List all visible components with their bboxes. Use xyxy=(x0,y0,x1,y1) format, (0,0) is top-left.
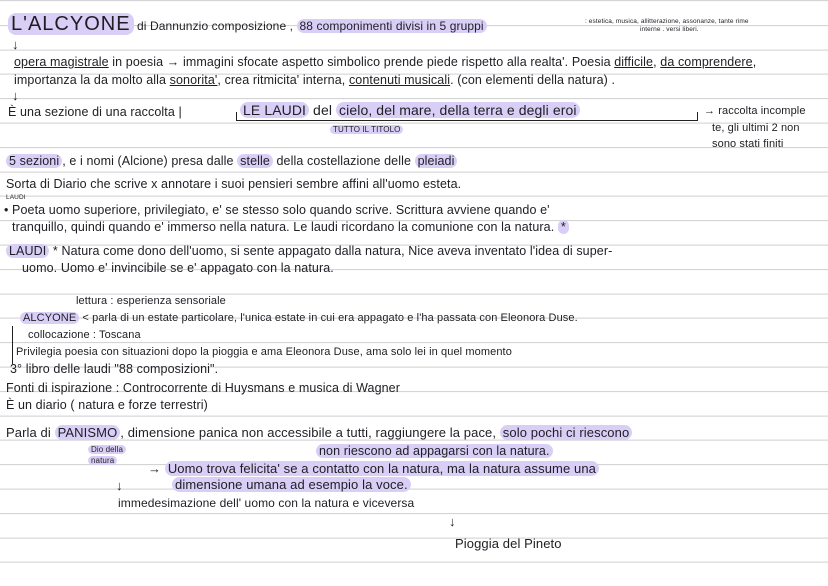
text-segment: in poesia → immagini sfocate aspetto simbolico prende piede rispetto alla realta'. Poesia xyxy=(108,55,615,69)
text-segment: Parla di xyxy=(6,425,55,440)
text-segment: sonorita' xyxy=(169,73,218,87)
text-segment: lettura : esperienza sensoriale xyxy=(76,295,226,307)
note-line xyxy=(118,495,414,511)
title-line xyxy=(8,12,487,38)
note-line xyxy=(20,310,578,326)
note-line xyxy=(6,153,457,169)
highlighted-text: L'ALCYONE xyxy=(8,13,134,35)
highlighted-text: 5 sezioni xyxy=(6,154,62,168)
text-segment: , e i nomi (Alcione) presa dalle xyxy=(62,154,238,168)
note-line xyxy=(14,54,756,70)
text-segment: È un diario ( natura e forze terrestri) xyxy=(6,398,208,412)
side-note xyxy=(712,136,783,152)
text-segment: 3° libro delle laudi "88 composizioni". xyxy=(10,362,219,376)
text-segment: da comprendere xyxy=(660,55,753,69)
note-line xyxy=(6,397,208,413)
text-segment: , dimensione panica non accessibile a tutti, raggiungere la pace, xyxy=(120,425,500,440)
text-segment: Pioggia del Pineto xyxy=(455,536,562,551)
highlighted-text: LE LAUDI xyxy=(240,102,309,118)
side-note xyxy=(712,120,800,136)
highlighted-text: PANISMO xyxy=(55,425,121,440)
text-segment: Sorta di Diario che scrive x annotare i suoi pensieri sembre affini all'uomo esteta. xyxy=(6,177,462,191)
note-line xyxy=(172,477,411,493)
note-line xyxy=(10,361,218,377)
note-line xyxy=(22,260,334,276)
note-line xyxy=(4,202,550,218)
note-line xyxy=(6,243,612,259)
highlighted-text: natura xyxy=(88,456,117,465)
note-line xyxy=(6,425,632,441)
text-segment: della costellazione delle xyxy=(272,154,415,168)
text-segment: importanza la da molto alla xyxy=(14,73,170,87)
text-segment: immedesimazione dell' uomo con la natura e viceversa xyxy=(118,496,415,510)
highlighted-text: Dio della xyxy=(88,445,126,454)
highlighted-text: * xyxy=(558,220,569,234)
laudi-small-label xyxy=(6,194,26,201)
text-segment: interne . versi liberi. xyxy=(640,26,699,33)
text-segment: opera magistrale xyxy=(14,55,109,69)
note-line xyxy=(148,461,599,477)
note-line xyxy=(8,104,182,120)
highlighted-text: ALCYONE xyxy=(20,312,79,324)
highlighted-text: dimensione umana ad esempio la voce. xyxy=(172,477,411,492)
note-line xyxy=(316,443,553,459)
text-segment: Privilegia poesia con situazioni dopo la pioggia e ama Eleonora Duse, ama solo lei in quel momento xyxy=(16,346,512,358)
text-segment: < parla di un estate particolare, l'unica estate in cui era appagato e l'ha passata con Eleonora Duse. xyxy=(79,312,578,324)
text-segment: di Dannunzio composizione , xyxy=(133,19,297,33)
highlighted-text: LAUDI xyxy=(6,244,49,258)
title-note xyxy=(585,18,749,25)
text-segment: difficile xyxy=(614,55,654,69)
note-line xyxy=(14,72,615,88)
arrow-down-icon: ↓ xyxy=(449,514,456,529)
arrow-down-icon: ↓ xyxy=(116,478,123,493)
text-segment: contenuti musicali xyxy=(348,73,451,87)
text-segment: , crea ritmicita' interna, xyxy=(217,73,349,87)
text-segment: Fonti di ispirazione : Controcorrente di Huysmans e musica di Wagner xyxy=(6,381,401,395)
highlighted-text: solo pochi ci riescono xyxy=(500,425,633,440)
text-segment: , xyxy=(752,55,757,69)
title-note xyxy=(640,26,699,33)
text-segment: → raccolta incomple xyxy=(704,105,806,117)
note-line xyxy=(76,293,226,309)
text-segment: → xyxy=(148,461,165,476)
note-line xyxy=(16,344,512,360)
highlighted-text: TUTTO IL TITOLO xyxy=(330,125,403,134)
text-segment: uomo. Uomo e' invincibile se e' appagato con la natura. xyxy=(22,261,334,275)
text-segment: sono stati finiti xyxy=(712,138,784,150)
text-segment: . (con elementi della natura) . xyxy=(450,73,616,87)
text-segment: del xyxy=(309,102,337,118)
text-segment: È una sezione di una raccolta | xyxy=(8,105,182,119)
note-line xyxy=(28,327,141,343)
text-segment: tranquillo, quindi quando e' immerso nella natura. Le laudi ricordano la comunione con la natura. xyxy=(12,220,558,234)
text-segment: * Natura come dono dell'uomo, si sente appagato dalla natura, Nice aveva inventato l'idea di super- xyxy=(49,244,613,258)
title-bracket xyxy=(236,112,698,121)
text-segment: collocazione : Toscana xyxy=(28,329,141,341)
highlighted-text: pleiadi xyxy=(415,154,458,168)
dio-della-natura-label xyxy=(88,445,126,454)
text-segment: : estetica, musica, allitterazione, assonanze, tante rime xyxy=(585,18,749,25)
highlighted-text: non riescono ad appagarsi con la natura. xyxy=(316,444,553,458)
highlighted-text: cielo, del mare, della terra e degli eroi xyxy=(336,102,580,118)
arrow-line xyxy=(12,326,13,364)
note-line xyxy=(6,176,461,192)
text-segment: te, gli ultimi 2 non xyxy=(712,122,800,134)
highlighted-text: 88 componimenti divisi in 5 gruppi xyxy=(297,19,487,33)
side-note xyxy=(704,103,806,119)
text-segment: , xyxy=(653,55,661,69)
note-line xyxy=(12,219,569,235)
highlighted-text: Uomo trova felicita' se a contatto con la natura, ma la natura assume una xyxy=(165,461,599,476)
arrow-down-icon: ↓ xyxy=(12,37,19,52)
tutto-titolo-label xyxy=(330,125,403,134)
highlighted-text: stelle xyxy=(237,154,273,168)
text-segment: • Poeta uomo superiore, privilegiato, e' se stesso solo quando scrive. Scrittura avviene quando e' xyxy=(4,203,550,217)
arrow-down-icon: ↓ xyxy=(12,88,19,103)
note-line xyxy=(455,536,562,552)
text-segment: LAUDI xyxy=(6,194,26,201)
dio-della-natura-label xyxy=(88,456,117,465)
note-line xyxy=(6,380,400,396)
